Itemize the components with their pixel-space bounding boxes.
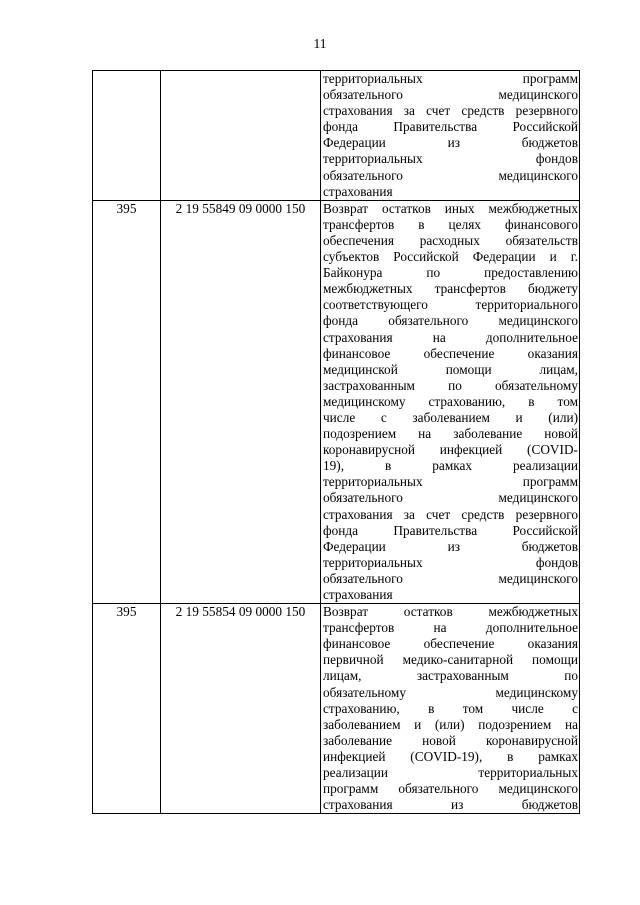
description-line: подозрением на заболевание новой	[323, 426, 578, 442]
description-line: Федерации из бюджетов	[323, 135, 578, 151]
description-line: трансфертов в целях финансового	[323, 216, 578, 232]
description-line: Возврат остатков межбюджетных	[323, 604, 578, 620]
document-table	[92, 70, 580, 814]
description-line: страхования за счет средств резервного	[323, 103, 578, 119]
description-line: заболевание новой коронавирусной	[323, 732, 578, 748]
description-line: числе с заболеванием и (или)	[323, 409, 578, 425]
description-line: фонда Правительства Российской	[323, 119, 578, 135]
table-row	[93, 71, 580, 201]
description-line: соответствующего территориального	[323, 297, 578, 313]
row-number-cell: 395	[93, 200, 161, 603]
description-line: обеспечения расходных обязательств	[323, 232, 578, 248]
description-line: 19), в рамках реализации	[323, 458, 578, 474]
description-line: трансфертов на дополнительное	[323, 620, 578, 636]
description-line: инфекцией (COVID-19), в рамках	[323, 748, 578, 764]
description-line: финансовое обеспечение оказания	[323, 636, 578, 652]
description-line: обязательного медицинского	[323, 490, 578, 506]
row-number-cell: 395	[93, 604, 161, 814]
description-line: территориальных фондов	[323, 554, 578, 570]
description-line: субъектов Российской Федерации и г.	[323, 249, 578, 265]
description-line: реализации территориальных	[323, 765, 578, 781]
description-line: страхования за счет средств резервного	[323, 506, 578, 522]
page-number: 11	[313, 36, 327, 51]
description-line: межбюджетных трансфертов бюджету	[323, 281, 578, 297]
description-line: Возврат остатков иных межбюджетных	[323, 200, 578, 216]
row-description-cell	[321, 200, 580, 603]
description-line: финансовое обеспечение оказания	[323, 345, 578, 361]
description-line: медицинской помощи лицам,	[323, 361, 578, 377]
table-row	[93, 200, 580, 603]
description-line: обязательного медицинского	[323, 167, 578, 183]
description-line: лицам, застрахованным по	[323, 668, 578, 684]
description-line: страхования из бюджетов	[323, 797, 578, 813]
description-line: медицинскому страхованию, в том	[323, 393, 578, 409]
description-line: страхования	[323, 183, 393, 199]
description-line: страхованию, в том числе с	[323, 700, 578, 716]
description-line: фонда обязательного медицинского	[323, 313, 578, 329]
description-line: обязательному медицинскому	[323, 684, 578, 700]
description-line: обязательного медицинского	[323, 87, 578, 103]
table-row	[93, 604, 580, 814]
description-line: страхования на дополнительное	[323, 329, 578, 345]
description-line: фонда Правительства Российской	[323, 522, 578, 538]
row-code-cell: 2 19 55849 09 0000 150	[161, 200, 321, 603]
description-line: обязательного медицинского	[323, 570, 578, 586]
description-line: коронавирусной инфекцией (COVID-	[323, 442, 578, 458]
description-line: территориальных программ	[323, 474, 578, 490]
description-line: территориальных фондов	[323, 151, 578, 167]
row-description-cell	[321, 604, 580, 814]
description-line: первичной медико-санитарной помощи	[323, 652, 578, 668]
description-line: территориальных программ	[323, 71, 578, 86]
description-line: застрахованным по обязательному	[323, 377, 578, 393]
row-code-cell	[161, 71, 321, 201]
row-code-cell: 2 19 55854 09 0000 150	[161, 604, 321, 814]
description-line: Байконура по предоставлению	[323, 265, 578, 281]
description-line: заболеванием и (или) подозрением на	[323, 716, 578, 732]
description-line: программ обязательного медицинского	[323, 781, 578, 797]
description-line: страхования	[323, 587, 393, 602]
row-description-cell	[321, 71, 580, 201]
row-number-cell	[93, 71, 161, 201]
description-line: Федерации из бюджетов	[323, 538, 578, 554]
